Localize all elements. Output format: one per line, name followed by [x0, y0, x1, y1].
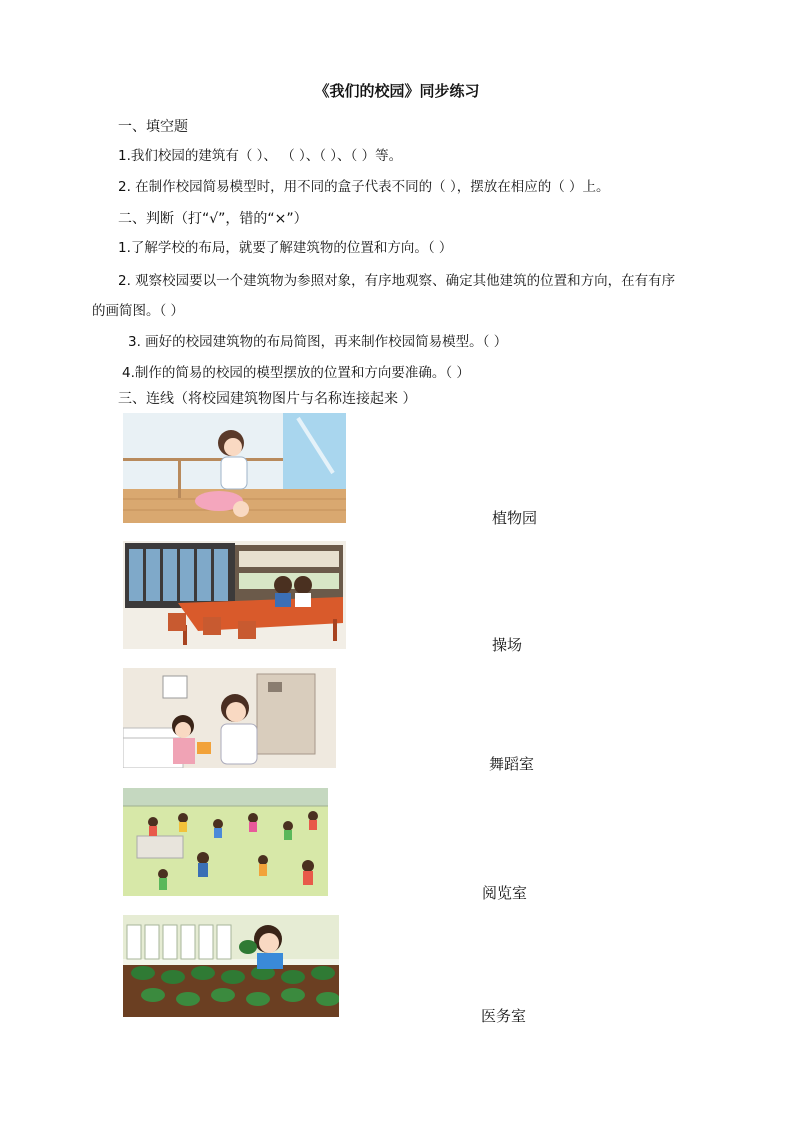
- judge-question-2-line2: 的画简图。（ ）: [92, 303, 185, 319]
- judge-question-2-line1: 2. 观察校园要以一个建筑物为参照对象，有序地观察、确定其他建筑的位置和方向，在有有序: [118, 273, 676, 289]
- medical-room-picture[interactable]: [123, 668, 336, 768]
- label-dance-room[interactable]: 舞蹈室: [489, 755, 535, 773]
- judge-question-3: 3. 画好的校园建筑物的布局简图，再来制作校园简易模型。（ ）: [128, 334, 508, 350]
- judge-question-4: 4.制作的简易的校园的模型摆放的位置和方向要准确。（ ）: [122, 365, 470, 381]
- section3-heading: 三、连线（将校园建筑物图片与名称连接起来 ）: [118, 391, 417, 407]
- label-botanical-garden[interactable]: 植物园: [492, 509, 538, 527]
- fill-question-1: 1.我们校园的建筑有（ ）、 （ ）、（ ）、（ ）等。: [118, 148, 403, 164]
- playground-picture[interactable]: [123, 788, 328, 896]
- judge-question-1: 1.了解学校的布局，就要了解建筑物的位置和方向。（ ）: [118, 240, 453, 256]
- label-medical-room[interactable]: 医务室: [481, 1007, 527, 1025]
- label-playground[interactable]: 操场: [492, 636, 523, 654]
- reading-room-picture[interactable]: [123, 541, 346, 649]
- label-reading-room[interactable]: 阅览室: [482, 884, 528, 902]
- section2-heading: 二、判断（打“√”，错的“×”）: [118, 211, 308, 227]
- fill-question-2: 2. 在制作校园简易模型时，用不同的盒子代表不同的（ ），摆放在相应的（ ）上。: [118, 179, 610, 195]
- dance-room-picture[interactable]: [123, 413, 346, 523]
- page-title: 《我们的校园》同步练习: [314, 82, 480, 100]
- botanical-garden-picture[interactable]: [123, 915, 339, 1017]
- section1-heading: 一、填空题: [118, 119, 188, 135]
